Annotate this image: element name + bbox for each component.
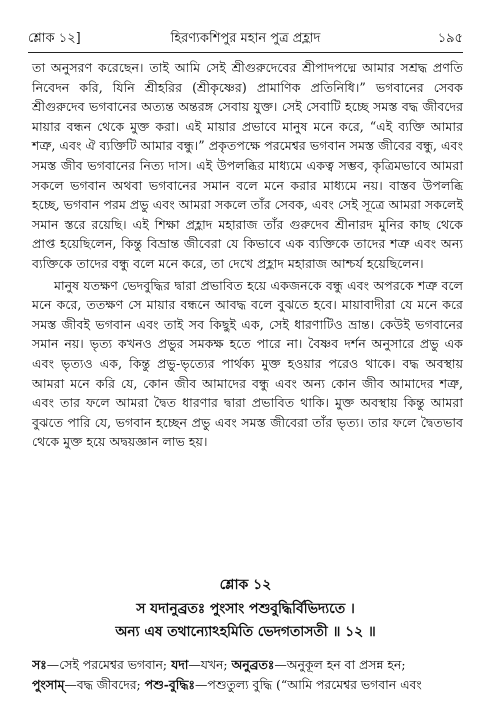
page-number: ১৯৫	[437, 31, 463, 46]
header-divider	[28, 52, 463, 53]
synonym-word: পুংসাম্	[32, 677, 65, 692]
synonyms-section	[32, 655, 463, 695]
synonym-meaning: —পশুতুল্য বুদ্ধি (“আমি পরমেশ্বর ভগবান এবং	[195, 677, 422, 692]
verse-line-2: অন্য এষ তথান্যোঽহমিতি ভেদগতাসতী ॥ ১২ ॥	[115, 624, 376, 640]
synonym-word: যদা	[171, 657, 189, 672]
synonym-word: পশু-বুদ্ধিঃ	[144, 677, 196, 692]
synonym-meaning: —যখন;	[188, 657, 232, 672]
purport-text	[32, 58, 463, 452]
paragraph: তা অনুসরণ করেছেন। তাই আমি সেই শ্রীগুরুদেবের শ্রীপাদপদ্মে আমার সশ্রদ্ধ প্রণতি নিবেদন করি, যিনি শ্রীহরির (শ্রীকৃষ্ণের) প্রামাণিক প্রতিনিধি।” ভগবানের সেবক শ্রীগুরুদেব ভগবানের অত্যন্ত অন্তরঙ্গ সেবায় যুক্ত। সেই সেবাটি হচ্ছে সমস্ত বদ্ধ জীবদের মায়ার বন্ধন থেকে মুক্ত করা। এই মায়ার প্রভাবে মানুষ মনে করে, “এই ব্যক্তি আমার শত্রু, এবং ঐ ব্যক্তিটি আমার বন্ধু।” প্রকৃতপক্ষে পরমেশ্বর ভগবান সমস্ত জীবের বন্ধু, এবং সমস্ত জীব ভগবানের নিত্য দাস। এই উপলব্ধির মাধ্যমে একত্ব সম্ভব, কৃত্রিমভাবে আমরা সকলে ভগবান অথবা ভগবানের সমান বলে মনে করার মাধ্যমে নয়। বাস্তব উপলব্ধি হচ্ছে, ভগবান পরম প্রভু এবং আমরা সকলে তাঁর সেবক, এবং সেই সূত্রে আমরা সকলেই সমান স্তরে রয়েছি। এই শিক্ষা প্রহ্লাদ মহারাজ তাঁর গুরুদেব শ্রীনারদ মুনির কাছ থেকে প্রাপ্ত হয়েছিলেন, কিন্তু বিভ্রান্ত জীবেরা যে কিভাবে এক ব্যক্তিকে তাদের শত্রু এবং অন্য ব্যক্তিকে তাদের বন্ধু বলে মনে করে, তা দেখে প্রহ্লাদ মহারাজ আশ্চর্য হয়েছিলেন।	[32, 60, 463, 271]
verse-label: শ্লোক ১২	[219, 577, 272, 593]
synonyms-line	[32, 655, 463, 675]
synonyms-line	[32, 675, 463, 695]
paragraph: মানুষ যতক্ষণ ভেদবুদ্ধির দ্বারা প্রভাবিত হয়ে একজনকে বন্ধু এবং অপরকে শত্রু বলে মনে করে, ততক্ষণ সে মায়ার বন্ধনে আবদ্ধ বলে বুঝতে হবে। মায়াবাদীরা যে মনে করে সমস্ত জীবই ভগবান এবং তাই সব কিছুই এক, সেই ধারণাটিও ভ্রান্ত। কেউই ভগবানের সমান নয়। ভৃত্য কখনও প্রভুর সমকক্ষ হতে পারে না। বৈষ্ণব দর্শন অনুসারে প্রভু এক এবং ভৃত্যও এক, কিন্তু প্রভু-ভৃত্যের পার্থক্য মুক্ত হওয়ার পরেও থাকে। বদ্ধ অবস্থায় আমরা মনে করি যে, কোন জীব আমাদের বন্ধু এবং অন্য কোন জীব আমাদের শত্রু, এবং তার ফলে আমরা দ্বৈত ধারণার দ্বারা প্রভাবিত থাকি। মুক্ত অবস্থায় কিন্তু আমরা বুঝতে পারি যে, ভগবান হচ্ছেন প্রভু এবং সমস্ত জীবেরা তাঁর ভৃত্য। তার ফলে দ্বৈতভাব থেকে মুক্ত হয়ে অদ্বয়জ্ঞান লাভ হয়।	[32, 277, 463, 450]
synonym-word: অনুব্রতঃ	[231, 657, 275, 672]
running-title: হিরণ্যকশিপুর মহান পুত্র প্রহ্লাদ	[170, 31, 321, 46]
page-header	[28, 30, 463, 48]
verse-line-1: স যদানুব্রতঃ পুংসাং পশুবুদ্ধির্বিভিদ্যতে ।	[136, 601, 355, 617]
synonym-meaning: —অনুকূল হন বা প্রসন্ন হন;	[274, 657, 406, 672]
synonym-meaning: —সেই পরমেশ্বর ভগবান;	[46, 657, 172, 672]
verse-reference: শ্লোক ১২]	[28, 31, 81, 46]
synonym-meaning: —বদ্ধ জীবদের;	[64, 677, 145, 692]
synonym-word: সঃ	[32, 657, 47, 672]
